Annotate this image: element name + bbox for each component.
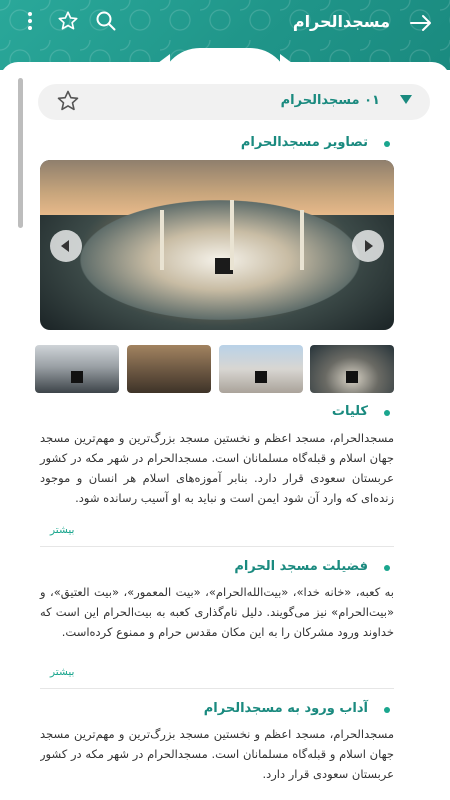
- triangle-down-icon[interactable]: [400, 95, 412, 104]
- section-divider: [40, 546, 394, 547]
- image-minaret: [300, 210, 304, 270]
- section-header-masjid-al-haram[interactable]: [38, 84, 430, 120]
- page-title: مسجدالحرام: [292, 12, 390, 31]
- section-title: ۰۱ مسجدالحرام: [280, 93, 380, 108]
- more-vertical-icon: [20, 10, 40, 32]
- gallery-next-button[interactable]: [352, 230, 384, 262]
- gallery-thumbnail[interactable]: [310, 345, 394, 393]
- thumb-kaaba: [71, 371, 83, 383]
- image-minaret: [160, 210, 164, 270]
- etiquette-heading: آداب ورود به مسجدالحرام: [203, 701, 368, 716]
- general-heading: کلیات: [331, 404, 368, 419]
- header-notch: [160, 48, 290, 88]
- gallery-heading: تصاویر مسجدالحرام: [240, 135, 368, 150]
- bullet-icon: [384, 707, 390, 713]
- back-button[interactable]: [406, 10, 436, 40]
- virtue-heading: فضیلت مسجد الحرام: [234, 559, 368, 574]
- star-icon: [57, 10, 79, 32]
- search-button[interactable]: [92, 10, 120, 38]
- search-icon: [95, 10, 117, 32]
- thumb-kaaba: [346, 371, 358, 383]
- section-divider: [40, 688, 394, 689]
- gallery-prev-button[interactable]: [50, 230, 82, 262]
- bullet-icon: [384, 565, 390, 571]
- scrollbar-thumb[interactable]: [18, 78, 23, 228]
- bullet-icon: [384, 410, 390, 416]
- gallery-thumbnail[interactable]: [219, 345, 303, 393]
- overflow-menu-button[interactable]: [16, 10, 44, 38]
- favorite-section-button[interactable]: [56, 89, 80, 119]
- gallery-thumbnail[interactable]: [127, 345, 211, 393]
- general-more-link[interactable]: بیشتر: [50, 524, 75, 536]
- general-body: مسجدالحرام، مسجد اعظم و نخستین مسجد بزرگ‌ترین و مهم‌ترین مسجد جهان اسلام و قبله‌گاه مسلمانان است. مسجدالحرام در شهر مکه در کشور عربستان سعودی قرار دارد. بنابر آموزه‌های اسلام هر انسان و موجود زنده‌ای که وارد آن شود ایمن است و نباید به او آسیب رسانده شود.: [40, 431, 394, 505]
- star-outline-icon: [56, 89, 80, 113]
- arrow-right-icon: [408, 10, 434, 36]
- favorite-header-button[interactable]: [54, 10, 82, 38]
- image-minaret: [230, 200, 234, 270]
- bullet-icon: [384, 141, 390, 147]
- gallery-thumbnail[interactable]: [35, 345, 119, 393]
- virtue-body: به کعبه، «خانه خدا»، «بیت‌الله‌الحرام»، «بیت المعمور»، «بیت العتیق»، و «بیت‌الحرام» نیز می‌گویند. دلیل نام‌گذاری کعبه به بیت‌الحرام این است که خداوند ورود مشرکان را به این مکان مقدس حرام و ممنوع کرده‌است.: [40, 585, 394, 639]
- etiquette-body: مسجدالحرام، مسجد اعظم و نخستین مسجد بزرگ‌ترین و مهم‌ترین مسجد جهان اسلام و قبله‌گاه مسلمانان است. مسجدالحرام در شهر مکه در کشور عربستان سعودی قرار دارد.: [40, 727, 394, 781]
- thumb-kaaba: [255, 371, 267, 383]
- main-gallery-image[interactable]: [40, 160, 394, 330]
- virtue-more-link[interactable]: بیشتر: [50, 666, 75, 678]
